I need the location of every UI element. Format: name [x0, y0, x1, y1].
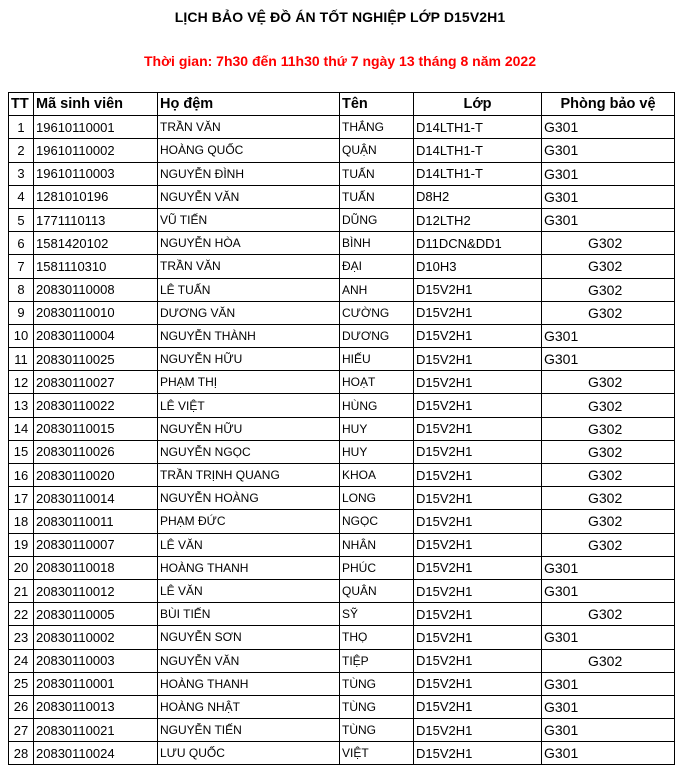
room-cell: G302 — [542, 301, 675, 324]
row-number: 20 — [9, 556, 34, 579]
given-name-cell: TÙNG — [340, 695, 414, 718]
table-row — [9, 719, 675, 742]
student-id-cell: 1581420102 — [34, 232, 158, 255]
student-id-cell: 1771110113 — [34, 208, 158, 231]
row-number: 23 — [9, 626, 34, 649]
room-cell: G301 — [542, 139, 675, 162]
class-cell: D15V2H1 — [414, 301, 542, 324]
class-cell: D15V2H1 — [414, 324, 542, 347]
table-row — [9, 464, 675, 487]
given-name-cell: TUẤN — [340, 185, 414, 208]
class-cell: D15V2H1 — [414, 440, 542, 463]
student-id-cell: 20830110013 — [34, 695, 158, 718]
class-cell: D15V2H1 — [414, 394, 542, 417]
room-cell: G302 — [542, 533, 675, 556]
room-cell: G302 — [542, 649, 675, 672]
student-id-cell: 20830110026 — [34, 440, 158, 463]
class-cell: D15V2H1 — [414, 719, 542, 742]
student-id-cell: 20830110021 — [34, 719, 158, 742]
given-name-cell: HUY — [340, 440, 414, 463]
given-name-cell: TUẤN — [340, 162, 414, 185]
given-name-cell: QUẬN — [340, 139, 414, 162]
row-number: 16 — [9, 464, 34, 487]
room-cell: G301 — [542, 208, 675, 231]
room-cell: G302 — [542, 394, 675, 417]
family-name-cell: HOÀNG THANH — [158, 672, 340, 695]
row-number: 6 — [9, 232, 34, 255]
row-number: 18 — [9, 510, 34, 533]
student-id-cell: 20830110005 — [34, 603, 158, 626]
class-cell: D15V2H1 — [414, 464, 542, 487]
room-cell: G301 — [542, 556, 675, 579]
family-name-cell: NGUYỄN HOÀNG — [158, 487, 340, 510]
given-name-cell: QUÂN — [340, 579, 414, 602]
class-cell: D15V2H1 — [414, 672, 542, 695]
header-row — [9, 93, 675, 116]
table-row — [9, 556, 675, 579]
class-cell: D14LTH1-T — [414, 139, 542, 162]
given-name-cell: VIỆT — [340, 742, 414, 765]
class-cell: D15V2H1 — [414, 556, 542, 579]
student-id-cell: 20830110011 — [34, 510, 158, 533]
given-name-cell: LONG — [340, 487, 414, 510]
room-cell: G302 — [542, 440, 675, 463]
table-row — [9, 324, 675, 347]
given-name-cell: CƯỜNG — [340, 301, 414, 324]
family-name-cell: LƯU QUỐC — [158, 742, 340, 765]
row-number: 10 — [9, 324, 34, 347]
given-name-cell: THẮNG — [340, 116, 414, 139]
family-name-cell: TRẦN TRỊNH QUANG — [158, 464, 340, 487]
table-row — [9, 510, 675, 533]
table-row — [9, 417, 675, 440]
table-row — [9, 139, 675, 162]
class-cell: D15V2H1 — [414, 603, 542, 626]
row-number: 17 — [9, 487, 34, 510]
document-title: LỊCH BẢO VỆ ĐỒ ÁN TỐT NGHIỆP LỚP D15V2H1 — [174, 9, 506, 25]
given-name-cell: DŨNG — [340, 208, 414, 231]
class-cell: D15V2H1 — [414, 742, 542, 765]
given-name-cell: PHÚC — [340, 556, 414, 579]
family-name-cell: HOÀNG QUỐC — [158, 139, 340, 162]
student-id-cell: 20830110007 — [34, 533, 158, 556]
family-name-cell: LÊ VĂN — [158, 579, 340, 602]
row-number: 2 — [9, 139, 34, 162]
row-number: 24 — [9, 649, 34, 672]
student-id-cell: 1581110310 — [34, 255, 158, 278]
student-id-cell: 20830110024 — [34, 742, 158, 765]
student-id-cell: 20830110022 — [34, 394, 158, 417]
family-name-cell: LÊ VĂN — [158, 533, 340, 556]
given-name-cell: TÙNG — [340, 719, 414, 742]
table-row — [9, 579, 675, 602]
student-id-cell: 20830110008 — [34, 278, 158, 301]
student-id-cell: 20830110004 — [34, 324, 158, 347]
class-cell: D15V2H1 — [414, 278, 542, 301]
class-cell: D15V2H1 — [414, 371, 542, 394]
room-cell: G302 — [542, 417, 675, 440]
family-name-cell: HOÀNG NHẬT — [158, 695, 340, 718]
room-cell: G302 — [542, 255, 675, 278]
table-row — [9, 626, 675, 649]
student-id-cell: 20830110012 — [34, 579, 158, 602]
student-id-cell: 20830110001 — [34, 672, 158, 695]
family-name-cell: TRẦN VĂN — [158, 116, 340, 139]
given-name-cell: ĐẠI — [340, 255, 414, 278]
student-id-cell: 20830110015 — [34, 417, 158, 440]
table-row — [9, 162, 675, 185]
room-cell: G302 — [542, 510, 675, 533]
row-number: 25 — [9, 672, 34, 695]
table-row — [9, 672, 675, 695]
row-number: 27 — [9, 719, 34, 742]
room-cell: G301 — [542, 324, 675, 347]
header-student-id: Mã sinh viên — [34, 93, 158, 116]
row-number: 14 — [9, 417, 34, 440]
given-name-cell: THỌ — [340, 626, 414, 649]
table-row — [9, 394, 675, 417]
room-cell: G301 — [542, 162, 675, 185]
room-cell: G301 — [542, 742, 675, 765]
student-id-cell: 20830110025 — [34, 348, 158, 371]
class-cell: D15V2H1 — [414, 417, 542, 440]
given-name-cell: HOẠT — [340, 371, 414, 394]
student-id-cell: 20830110010 — [34, 301, 158, 324]
student-id-cell: 20830110002 — [34, 626, 158, 649]
room-cell: G301 — [542, 626, 675, 649]
schedule-time: Thời gian: 7h30 đến 11h30 thứ 7 ngày 13 tháng 8 năm 2022 — [144, 53, 536, 69]
row-number: 1 — [9, 116, 34, 139]
student-id-cell: 19610110002 — [34, 139, 158, 162]
room-cell: G301 — [542, 348, 675, 371]
row-number: 9 — [9, 301, 34, 324]
defense-schedule-table — [8, 92, 675, 765]
row-number: 15 — [9, 440, 34, 463]
family-name-cell: NGUYỄN HỮU — [158, 417, 340, 440]
row-number: 19 — [9, 533, 34, 556]
class-cell: D8H2 — [414, 185, 542, 208]
table-row — [9, 440, 675, 463]
student-id-cell: 19610110001 — [34, 116, 158, 139]
family-name-cell: NGUYỄN ĐÌNH — [158, 162, 340, 185]
room-cell: G301 — [542, 116, 675, 139]
class-cell: D11DCN&DD1 — [414, 232, 542, 255]
table-row — [9, 487, 675, 510]
student-id-cell: 20830110003 — [34, 649, 158, 672]
given-name-cell: ANH — [340, 278, 414, 301]
row-number: 7 — [9, 255, 34, 278]
given-name-cell: BÌNH — [340, 232, 414, 255]
row-number: 26 — [9, 695, 34, 718]
given-name-cell: HIẾU — [340, 348, 414, 371]
student-id-cell: 20830110018 — [34, 556, 158, 579]
header-family-name: Họ đệm — [158, 93, 340, 116]
table-row — [9, 278, 675, 301]
table-row — [9, 371, 675, 394]
family-name-cell: NGUYỄN HÒA — [158, 232, 340, 255]
given-name-cell: NGỌC — [340, 510, 414, 533]
room-cell: G301 — [542, 719, 675, 742]
room-cell: G302 — [542, 487, 675, 510]
table-row — [9, 208, 675, 231]
row-number: 5 — [9, 208, 34, 231]
class-cell: D15V2H1 — [414, 579, 542, 602]
given-name-cell: TÙNG — [340, 672, 414, 695]
room-cell: G301 — [542, 672, 675, 695]
class-cell: D12LTH2 — [414, 208, 542, 231]
student-id-cell: 1281010196 — [34, 185, 158, 208]
row-number: 8 — [9, 278, 34, 301]
table-row — [9, 185, 675, 208]
given-name-cell: HÙNG — [340, 394, 414, 417]
class-cell: D10H3 — [414, 255, 542, 278]
family-name-cell: PHẠM ĐỨC — [158, 510, 340, 533]
family-name-cell: NGUYỄN TIẾN — [158, 719, 340, 742]
given-name-cell: KHOA — [340, 464, 414, 487]
class-cell: D15V2H1 — [414, 510, 542, 533]
room-cell: G302 — [542, 603, 675, 626]
student-id-cell: 20830110027 — [34, 371, 158, 394]
family-name-cell: VŨ TIẾN — [158, 208, 340, 231]
family-name-cell: NGUYỄN HỮU — [158, 348, 340, 371]
row-number: 11 — [9, 348, 34, 371]
header-class: Lớp — [414, 93, 542, 116]
header-given-name: Tên — [340, 93, 414, 116]
given-name-cell: DƯƠNG — [340, 324, 414, 347]
family-name-cell: NGUYỄN NGỌC — [158, 440, 340, 463]
table-row — [9, 742, 675, 765]
table-row — [9, 649, 675, 672]
table-row — [9, 695, 675, 718]
room-cell: G302 — [542, 278, 675, 301]
header-room: Phòng bảo vệ — [542, 93, 675, 116]
family-name-cell: NGUYỄN THÀNH — [158, 324, 340, 347]
family-name-cell: NGUYỄN SƠN — [158, 626, 340, 649]
family-name-cell: PHẠM THỊ — [158, 371, 340, 394]
class-cell: D14LTH1-T — [414, 116, 542, 139]
family-name-cell: NGUYỄN VĂN — [158, 649, 340, 672]
class-cell: D14LTH1-T — [414, 162, 542, 185]
table-row — [9, 348, 675, 371]
room-cell: G302 — [542, 464, 675, 487]
family-name-cell: NGUYỄN VĂN — [158, 185, 340, 208]
row-number: 12 — [9, 371, 34, 394]
given-name-cell: TIỆP — [340, 649, 414, 672]
row-number: 21 — [9, 579, 34, 602]
room-cell: G301 — [542, 185, 675, 208]
room-cell: G301 — [542, 579, 675, 602]
room-cell: G302 — [542, 232, 675, 255]
row-number: 4 — [9, 185, 34, 208]
table-row — [9, 533, 675, 556]
room-cell: G302 — [542, 371, 675, 394]
table-row — [9, 603, 675, 626]
family-name-cell: DƯƠNG VĂN — [158, 301, 340, 324]
class-cell: D15V2H1 — [414, 533, 542, 556]
table-row — [9, 255, 675, 278]
given-name-cell: SỸ — [340, 603, 414, 626]
row-number: 3 — [9, 162, 34, 185]
class-cell: D15V2H1 — [414, 626, 542, 649]
table-row — [9, 116, 675, 139]
class-cell: D15V2H1 — [414, 487, 542, 510]
room-cell: G301 — [542, 695, 675, 718]
class-cell: D15V2H1 — [414, 695, 542, 718]
family-name-cell: LÊ TUẤN — [158, 278, 340, 301]
class-cell: D15V2H1 — [414, 649, 542, 672]
header-tt: TT — [9, 93, 34, 116]
family-name-cell: HOÀNG THANH — [158, 556, 340, 579]
family-name-cell: BÙI TIẾN — [158, 603, 340, 626]
given-name-cell: HUY — [340, 417, 414, 440]
family-name-cell: LÊ VIỆT — [158, 394, 340, 417]
class-cell: D15V2H1 — [414, 348, 542, 371]
row-number: 22 — [9, 603, 34, 626]
student-id-cell: 19610110003 — [34, 162, 158, 185]
row-number: 13 — [9, 394, 34, 417]
family-name-cell: TRẦN VĂN — [158, 255, 340, 278]
student-id-cell: 20830110020 — [34, 464, 158, 487]
given-name-cell: NHÂN — [340, 533, 414, 556]
table-row — [9, 232, 675, 255]
row-number: 28 — [9, 742, 34, 765]
student-id-cell: 20830110014 — [34, 487, 158, 510]
table-row — [9, 301, 675, 324]
